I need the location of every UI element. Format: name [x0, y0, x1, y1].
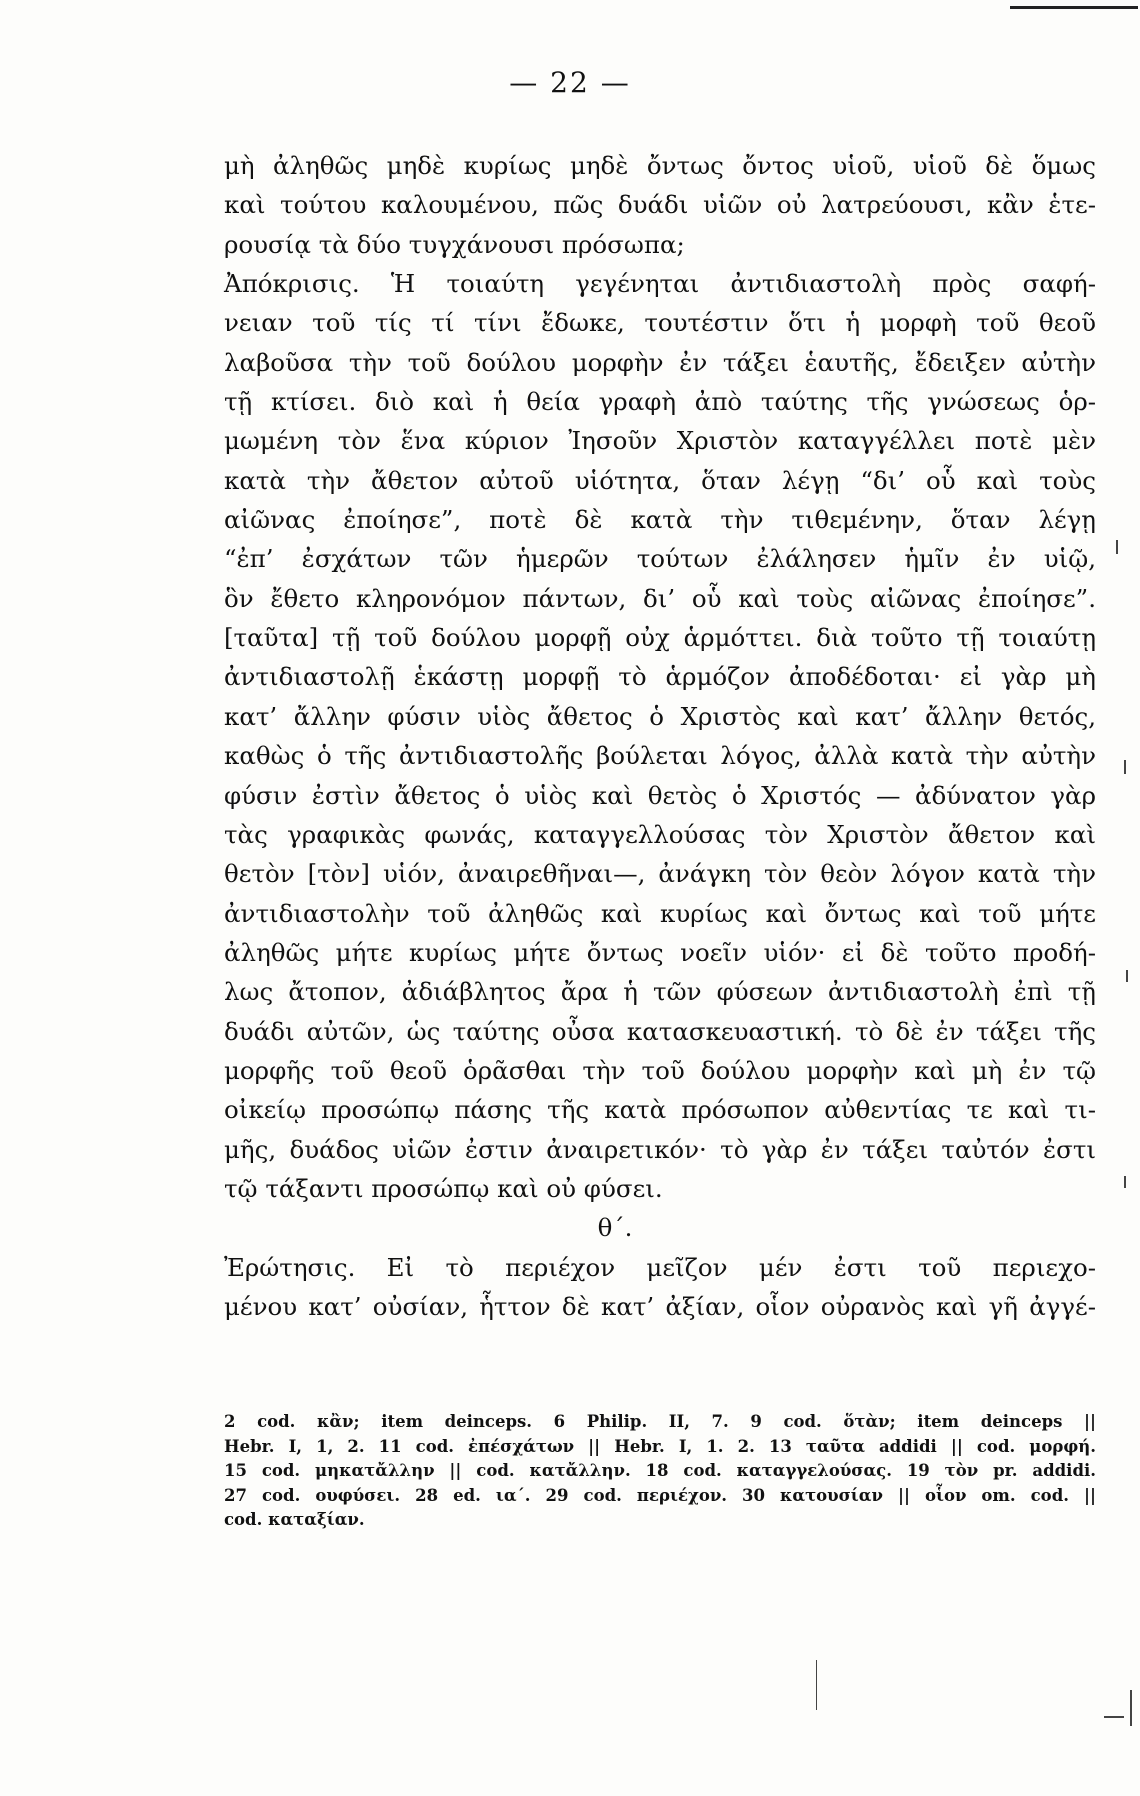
footnote-line: 27 cod. ουφύσει. 28 ed. ια΄. 29 cod. περιέχον. 30 κατουσίαν || οἷον om. cod. ||: [224, 1485, 1096, 1505]
text-line: ὃν ἔθετο κληρονόμον πάντων, δι’ οὗ καὶ τοὺς αἰῶνας ἐποίησε”.: [224, 583, 1096, 613]
text-line: καθὼς ὁ τῆς ἀντιδιαστολῆς βούλεται λόγος, ἀλλὰ κατὰ τὴν αὐτὴν: [224, 741, 1096, 771]
text-line: θετὸν [τὸν] υἱόν, ἀναιρεθῆναι—, ἀνάγκη τὸν θεὸν λόγον κατὰ τὴν: [224, 859, 1096, 889]
text-line: “ἐπ’ ἐσχάτων τῶν ἡμερῶν τούτων ἐλάλησεν ἡμῖν ἐν υἱῷ,: [224, 544, 1096, 574]
text-line: ἀληθῶς μήτε κυρίως μήτε ὄντως νοεῖν υἱόν· εἰ δὲ τοῦτο προδή-: [224, 937, 1096, 967]
scan-mark: [816, 1660, 817, 1710]
text-line: ἀντιδιαστολὴν τοῦ ἀληθῶς καὶ κυρίως καὶ ὄντως καὶ τοῦ μήτε: [224, 898, 1096, 928]
text-line: μένου κατ’ οὐσίαν, ἧττον δὲ κατ’ ἀξίαν, οἷον οὐρανὸς καὶ γῆ ἀγγέ-: [224, 1291, 1096, 1321]
footnote-line: Hebr. I, 1, 2. 11 cod. ἐπέσχάτων || Hebr. I, 1. 2. 13 ταῦτα addidi || cod. μορφή.: [224, 1436, 1096, 1456]
critical-apparatus: [224, 1410, 1096, 1533]
text-line: μορφῆς τοῦ θεοῦ ὁρᾶσθαι τὴν τοῦ δούλου μορφὴν καὶ μὴ ἐν τῷ: [224, 1055, 1096, 1085]
text-line: αἰῶνας ἐποίησε”, ποτὲ δὲ κατὰ τὴν τιθεμένην, ὅταν λέγῃ: [224, 505, 1096, 535]
text-line: κατὰ τὴν ἄθετον αὐτοῦ υἱότητα, ὅταν λέγῃ “δι’ οὗ καὶ τοὺς: [224, 465, 1096, 495]
text-line: Ἐρώτησις. Εἰ τὸ περιέχον μεῖζον μέν ἐστι τοῦ περιεχο-: [224, 1252, 1096, 1282]
text-line: λως ἄτοπον, ἀδιάβλητος ἄρα ἡ τῶν φύσεων ἀντιδιαστολὴ ἐπὶ τῇ: [224, 977, 1096, 1007]
scan-mark: [1116, 540, 1118, 554]
footnote-line: 15 cod. μηκατἄλλην || cod. κατἄλλην. 18 cod. καταγγελούσας. 19 τὸν pr. addidi.: [224, 1461, 1096, 1481]
text-line: ρουσίᾳ τὰ δύο τυγχάνουσι πρόσωπα;: [224, 229, 685, 259]
text-line: τῷ τάξαντι προσώπῳ καὶ οὐ φύσει.: [224, 1173, 663, 1203]
text-line: ἀντιδιαστολῇ ἑκάστῃ μορφῇ τὸ ἁρμόζον ἀποδέδοται· εἰ γὰρ μὴ: [224, 662, 1096, 692]
text-line: τὰς γραφικὰς φωνάς, καταγγελλούσας τὸν Χριστὸν ἄθετον καὶ: [224, 819, 1096, 849]
text-line: μὴ ἀληθῶς μηδὲ κυρίως μηδὲ ὄντως ὄντος υἱοῦ, υἱοῦ δὲ ὅμως: [224, 151, 1096, 180]
footnote-line: cod. καταξίαν.: [224, 1510, 365, 1530]
top-edge-rule: [1010, 6, 1138, 9]
text-line: φύσιν ἐστὶν ἄθετος ὁ υἱὸς καὶ θετὸς ὁ Χριστός — ἀδύνατον γὰρ: [224, 780, 1096, 810]
text-line: [ταῦτα] τῇ τοῦ δούλου μορφῇ οὐχ ἁρμόττει. διὰ τοῦτο τῇ τοιαύτῃ: [224, 623, 1096, 653]
text-line: νειαν τοῦ τίς τί τίνι ἔδωκε, τουτέστιν ὅτι ἡ μορφὴ τοῦ θεοῦ: [224, 308, 1096, 338]
text-line: μωμένη τὸν ἕνα κύριον Ἰησοῦν Χριστὸν καταγγέλλει ποτὲ μὲν: [224, 426, 1096, 456]
text-line: μῆς, δυάδος υἱῶν ἐστιν ἀναιρετικόν· τὸ γὰρ ἐν τάξει ταὐτόν ἐστι: [224, 1134, 1096, 1164]
text-line: κατ’ ἄλλην φύσιν υἱὸς ἄθετος ὁ Χριστὸς καὶ κατ’ ἄλλην θετός,: [224, 701, 1096, 731]
scan-mark: [1130, 1690, 1132, 1726]
scan-mark: [1104, 1716, 1124, 1718]
main-text: [224, 146, 1096, 1326]
page-number: — 22 —: [509, 66, 631, 99]
scan-mark: [1124, 760, 1126, 774]
text-line: λαβοῦσα τὴν τοῦ δούλου μορφὴν ἐν τάξει ἑαυτῆς, ἔδειξεν αὐτὴν: [224, 347, 1096, 377]
scan-mark: [1126, 970, 1128, 982]
text-line: τῇ κτίσει. διὸ καὶ ἡ θεία γραφὴ ἀπὸ ταύτης τῆς γνώσεως ὁρ-: [224, 387, 1096, 417]
scan-mark: [1124, 1176, 1126, 1188]
footnote-line: 2 cod. κἂν; item deinceps. 6 Philip. II, 7. 9 cod. ὅτὰν; item deinceps ||: [224, 1412, 1096, 1431]
text-line: οἰκείῳ προσώπῳ πάσης τῆς κατὰ πρόσωπον αὐθεντίας τε καὶ τι-: [224, 1095, 1096, 1125]
text-line: δυάδι αὐτῶν, ὡς ταύτης οὖσα κατασκευαστική. τὸ δὲ ἐν τάξει τῆς: [224, 1016, 1096, 1046]
text-line: καὶ τούτου καλουμένου, πῶς δυάδι υἱῶν οὐ λατρεύουσι, κἂν ἑτε-: [224, 190, 1096, 220]
text-line: Ἀπόκρισις. Ἡ τοιαύτη γεγένηται ἀντιδιαστολὴ πρὸς σαφή-: [224, 269, 1096, 299]
section-number: θ΄.: [597, 1213, 633, 1243]
